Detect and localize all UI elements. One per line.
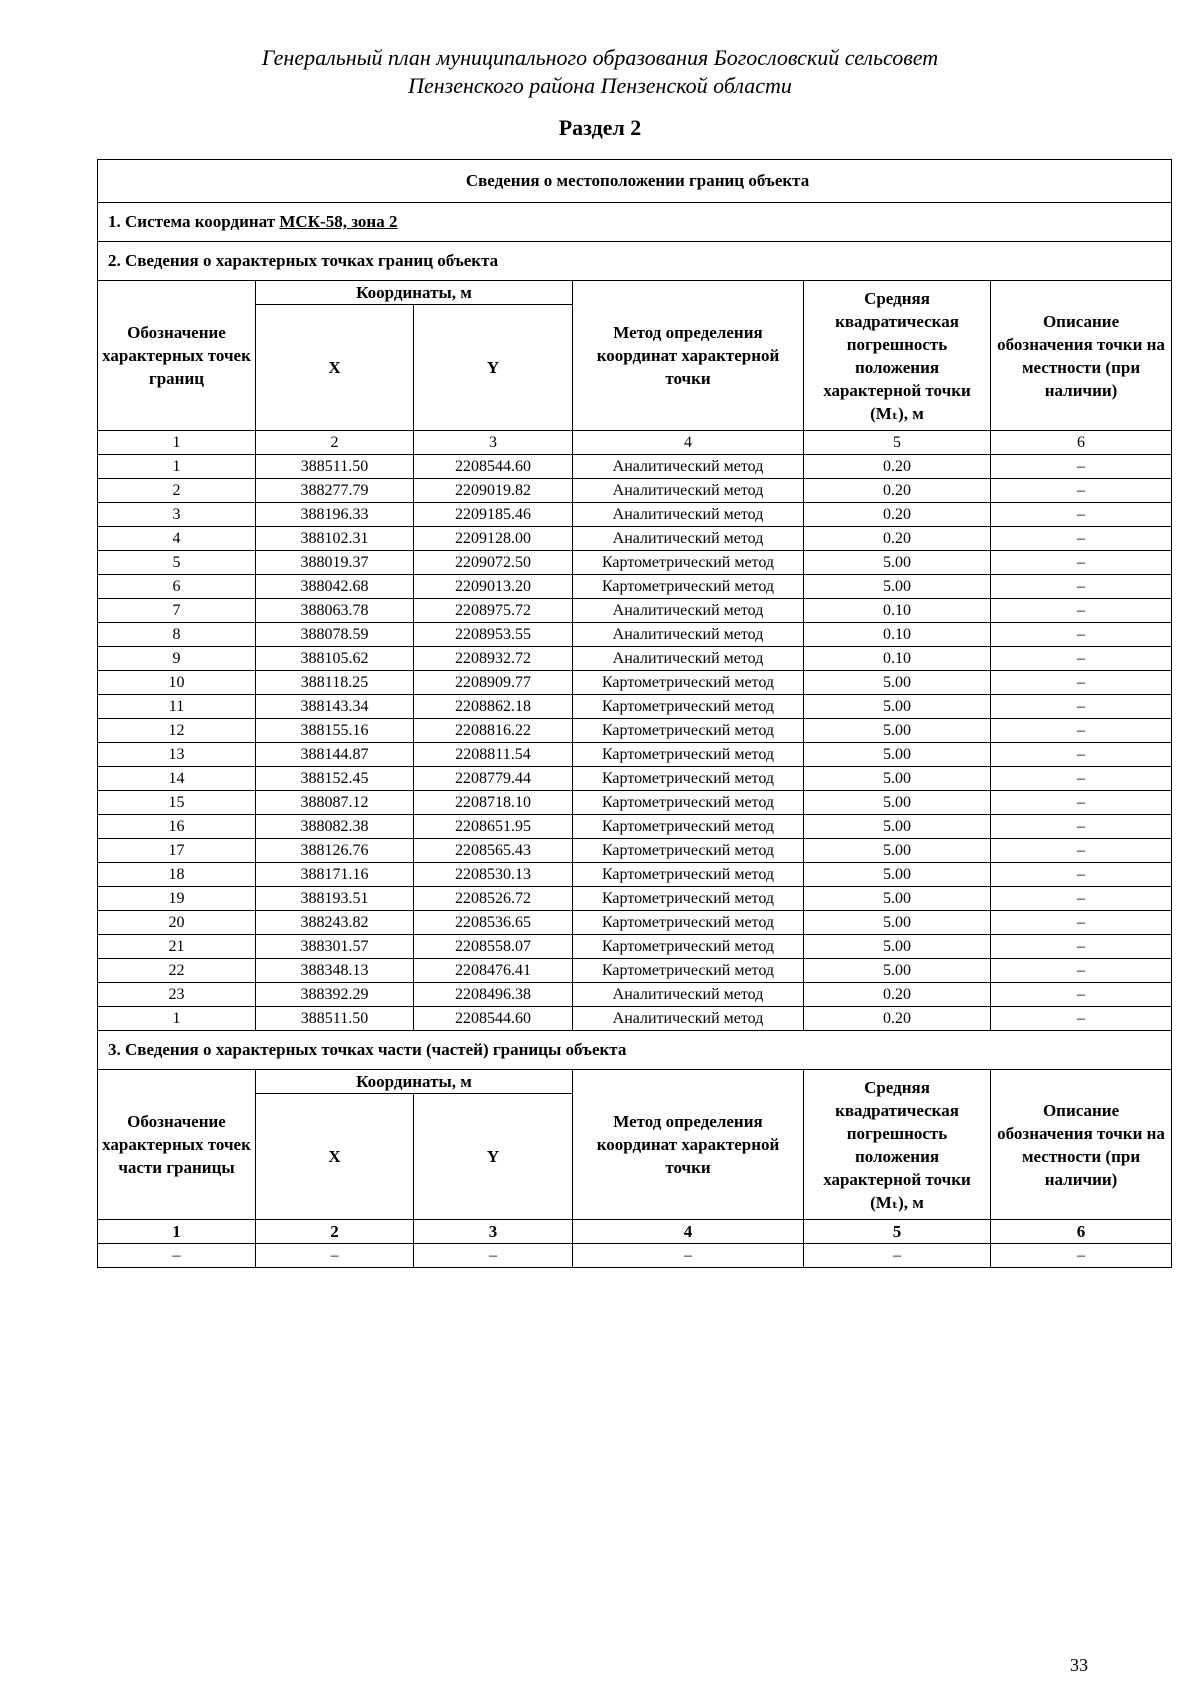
table-cell: – [991,503,1172,527]
table-cell: – [991,527,1172,551]
table-cell: 388078.59 [256,623,414,647]
table-cell: – [991,743,1172,767]
column-number: 2 [256,1220,414,1244]
table-cell: 19 [98,887,256,911]
table-cell: 2208811.54 [414,743,573,767]
table-cell: – [573,1244,804,1268]
table-cell: 12 [98,719,256,743]
header-y: Y [414,305,573,431]
table-row [98,695,1172,719]
table-row [98,815,1172,839]
table-cell: 0.20 [804,983,991,1007]
section-3-title: 3. Сведения о характерных точках части (частей) границы объекта [98,1031,1172,1070]
table-cell: 388155.16 [256,719,414,743]
header-coords: Координаты, м [256,281,573,305]
table-row [98,671,1172,695]
table-cell: – [991,911,1172,935]
table-cell: Аналитический метод [573,599,804,623]
table-cell: 2208544.60 [414,1007,573,1031]
table-cell: Картометрический метод [573,671,804,695]
table-cell: 388082.38 [256,815,414,839]
table-cell: 5.00 [804,719,991,743]
table-cell: 388087.12 [256,791,414,815]
column-number: 5 [804,431,991,455]
table-cell: – [991,719,1172,743]
table-cell: 5.00 [804,575,991,599]
table-cell: 2208496.38 [414,983,573,1007]
column-number: 5 [804,1220,991,1244]
table-cell: 388152.45 [256,767,414,791]
table-cell: 2209128.00 [414,527,573,551]
table-cell: Картометрический метод [573,719,804,743]
table-cell: – [991,647,1172,671]
table-cell: 2209072.50 [414,551,573,575]
column-number: 2 [256,431,414,455]
table-cell: 2208953.55 [414,623,573,647]
table-cell: 5.00 [804,839,991,863]
table-row [98,1244,1172,1268]
table-row [98,623,1172,647]
table-cell: 2208526.72 [414,887,573,911]
table-cell: 17 [98,839,256,863]
header-x: X [256,1094,414,1220]
table-cell: 388171.16 [256,863,414,887]
table-cell: 16 [98,815,256,839]
table-cell: – [991,887,1172,911]
table-cell: 13 [98,743,256,767]
table-cell: – [804,1244,991,1268]
header-coords: Координаты, м [256,1070,573,1094]
table-cell: Аналитический метод [573,1007,804,1031]
table-cell: 9 [98,647,256,671]
table-cell: 5 [98,551,256,575]
table-cell: 5.00 [804,815,991,839]
table-row [98,839,1172,863]
table-cell: 2208718.10 [414,791,573,815]
table-cell: 2209019.82 [414,479,573,503]
table-cell: 388196.33 [256,503,414,527]
column-number: 6 [991,431,1172,455]
table-cell: Аналитический метод [573,503,804,527]
table-cell: Картометрический метод [573,887,804,911]
table-cell: 388392.29 [256,983,414,1007]
column-number: 4 [573,431,804,455]
table-cell: Картометрический метод [573,815,804,839]
table-cell: 5.00 [804,863,991,887]
table-cell: 5.00 [804,671,991,695]
table-cell: 2208558.07 [414,935,573,959]
table-cell: 388126.76 [256,839,414,863]
table-cell: 2208565.43 [414,839,573,863]
table-title: Сведения о местоположении границ объекта [98,160,1172,203]
table-row [98,983,1172,1007]
table-cell: – [991,623,1172,647]
table-cell: 388511.50 [256,1007,414,1031]
table-cell: 388511.50 [256,455,414,479]
table-row [98,719,1172,743]
table-cell: 2208862.18 [414,695,573,719]
table-cell: 0.10 [804,599,991,623]
coord-system-prefix: 1. Система координат [108,212,280,231]
table-cell: – [991,815,1172,839]
table-cell: Картометрический метод [573,575,804,599]
table-cell: 20 [98,911,256,935]
table-cell: – [991,863,1172,887]
table-cell: 388019.37 [256,551,414,575]
table-row [98,935,1172,959]
table-cell: Картометрический метод [573,935,804,959]
table-cell: 388143.34 [256,695,414,719]
table-cell: 2208932.72 [414,647,573,671]
table-cell: – [991,599,1172,623]
table-cell: 10 [98,671,256,695]
table-cell: – [991,983,1172,1007]
table-cell: 388301.57 [256,935,414,959]
table-row [98,527,1172,551]
table-cell: – [256,1244,414,1268]
table-cell: – [991,575,1172,599]
table-cell: 388277.79 [256,479,414,503]
table-cell: 388193.51 [256,887,414,911]
table-cell: Картометрический метод [573,911,804,935]
table-cell: Картометрический метод [573,839,804,863]
column-number: 1 [98,431,256,455]
table-cell: Картометрический метод [573,959,804,983]
table-cell: 2 [98,479,256,503]
table-row [98,647,1172,671]
header-point-label-part: Обозначение характерных точек части границы [98,1070,256,1220]
table-row [98,767,1172,791]
table-cell: 2208816.22 [414,719,573,743]
table-row [98,479,1172,503]
table-cell: – [991,839,1172,863]
table-cell: 388118.25 [256,671,414,695]
column-numbers-row [98,1220,1172,1244]
table-cell: 2209013.20 [414,575,573,599]
table-cell: 388105.62 [256,647,414,671]
table-cell: 388243.82 [256,911,414,935]
coord-system-value: МСК-58, зона 2 [279,212,398,231]
header-line-2: Пензенского района Пензенской области [408,73,792,98]
table-cell: Аналитический метод [573,527,804,551]
header-method: Метод определения координат характерной точки [573,1070,804,1220]
table-cell: 6 [98,575,256,599]
table-cell: Картометрический метод [573,743,804,767]
table-row [98,863,1172,887]
column-number: 6 [991,1220,1172,1244]
header-method: Метод определения координат характерной точки [573,281,804,431]
column-number: 3 [414,431,573,455]
table-cell: 2208544.60 [414,455,573,479]
table-cell: – [414,1244,573,1268]
table-row [98,791,1172,815]
table-cell: 5.00 [804,695,991,719]
section-2-title: 2. Сведения о характерных точках границ объекта [98,242,1172,281]
table-cell: 0.10 [804,623,991,647]
table-cell: 1 [98,1007,256,1031]
table-cell: 0.20 [804,1007,991,1031]
table-cell: – [991,479,1172,503]
table-cell: 0.20 [804,479,991,503]
column-numbers-row [98,431,1172,455]
table-cell: – [991,695,1172,719]
header-x: X [256,305,414,431]
table-cell: 0.20 [804,527,991,551]
table-cell: 23 [98,983,256,1007]
column-number: 1 [98,1220,256,1244]
header-description: Описание обозначения точки на местности (при наличии) [991,281,1172,431]
table-cell: – [991,959,1172,983]
table-cell: Картометрический метод [573,695,804,719]
column-number: 4 [573,1220,804,1244]
table-cell: Картометрический метод [573,767,804,791]
section-title: Раздел 2 [558,115,642,140]
table-cell: Аналитический метод [573,455,804,479]
table-cell: 0.10 [804,647,991,671]
coord-system-row [98,203,1172,242]
table-cell: 8 [98,623,256,647]
table-cell: 5.00 [804,887,991,911]
table-cell: 388348.13 [256,959,414,983]
header-error: Средняя квадратическая погрешность положения характерной точки (Mₜ), м [804,281,991,431]
document-header [0,44,1200,100]
table-cell: 2208530.13 [414,863,573,887]
table-cell: 5.00 [804,935,991,959]
table-cell: Аналитический метод [573,623,804,647]
table-row [98,1007,1172,1031]
table-cell: 4 [98,527,256,551]
table-cell: 0.20 [804,503,991,527]
table-cell: – [991,455,1172,479]
table-cell: 3 [98,503,256,527]
header-description: Описание обозначения точки на местности (при наличии) [991,1070,1172,1220]
table-cell: 22 [98,959,256,983]
table-cell: 2208975.72 [414,599,573,623]
table-row [98,455,1172,479]
table-cell: 5.00 [804,959,991,983]
table-cell: 2208651.95 [414,815,573,839]
table-cell: 5.00 [804,791,991,815]
table-row [98,599,1172,623]
table-row [98,959,1172,983]
table-row [98,503,1172,527]
table-cell: 2208779.44 [414,767,573,791]
table-cell: 5.00 [804,911,991,935]
table-cell: 5.00 [804,551,991,575]
table-cell: Аналитический метод [573,479,804,503]
table-cell: 5.00 [804,767,991,791]
table-cell: – [991,1007,1172,1031]
table-cell: Картометрический метод [573,551,804,575]
table-cell: – [991,935,1172,959]
table-cell: – [98,1244,256,1268]
table-cell: Картометрический метод [573,863,804,887]
table-row [98,887,1172,911]
boundary-table [97,159,1172,1268]
table-cell: 2208909.77 [414,671,573,695]
table-cell: 2208476.41 [414,959,573,983]
table-cell: – [991,671,1172,695]
table-cell: 7 [98,599,256,623]
table-row [98,575,1172,599]
table-cell: 18 [98,863,256,887]
table-cell: – [991,791,1172,815]
table-cell: Картометрический метод [573,791,804,815]
header-error: Средняя квадратическая погрешность положения характерной точки (Mₜ), м [804,1070,991,1220]
table-cell: 388042.68 [256,575,414,599]
table-cell: 388063.78 [256,599,414,623]
table-cell: 11 [98,695,256,719]
table-cell: – [991,1244,1172,1268]
table-cell: Аналитический метод [573,647,804,671]
table-row [98,743,1172,767]
table-cell: 15 [98,791,256,815]
table-cell: 1 [98,455,256,479]
table-cell: 2208536.65 [414,911,573,935]
table-row [98,551,1172,575]
table-cell: 21 [98,935,256,959]
header-point-label: Обозначение характерных точек границ [98,281,256,431]
table-cell: – [991,767,1172,791]
header-y: Y [414,1094,573,1220]
table-cell: 2209185.46 [414,503,573,527]
table-cell: 0.20 [804,455,991,479]
column-number: 3 [414,1220,573,1244]
table-cell: Аналитический метод [573,983,804,1007]
table-cell: 388144.87 [256,743,414,767]
table-cell: – [991,551,1172,575]
page-number: 33 [1070,1655,1088,1675]
table-cell: 388102.31 [256,527,414,551]
table-cell: 14 [98,767,256,791]
table-cell: 5.00 [804,743,991,767]
table-row [98,911,1172,935]
header-line-1: Генеральный план муниципального образования Богословский сельсовет [261,45,939,70]
